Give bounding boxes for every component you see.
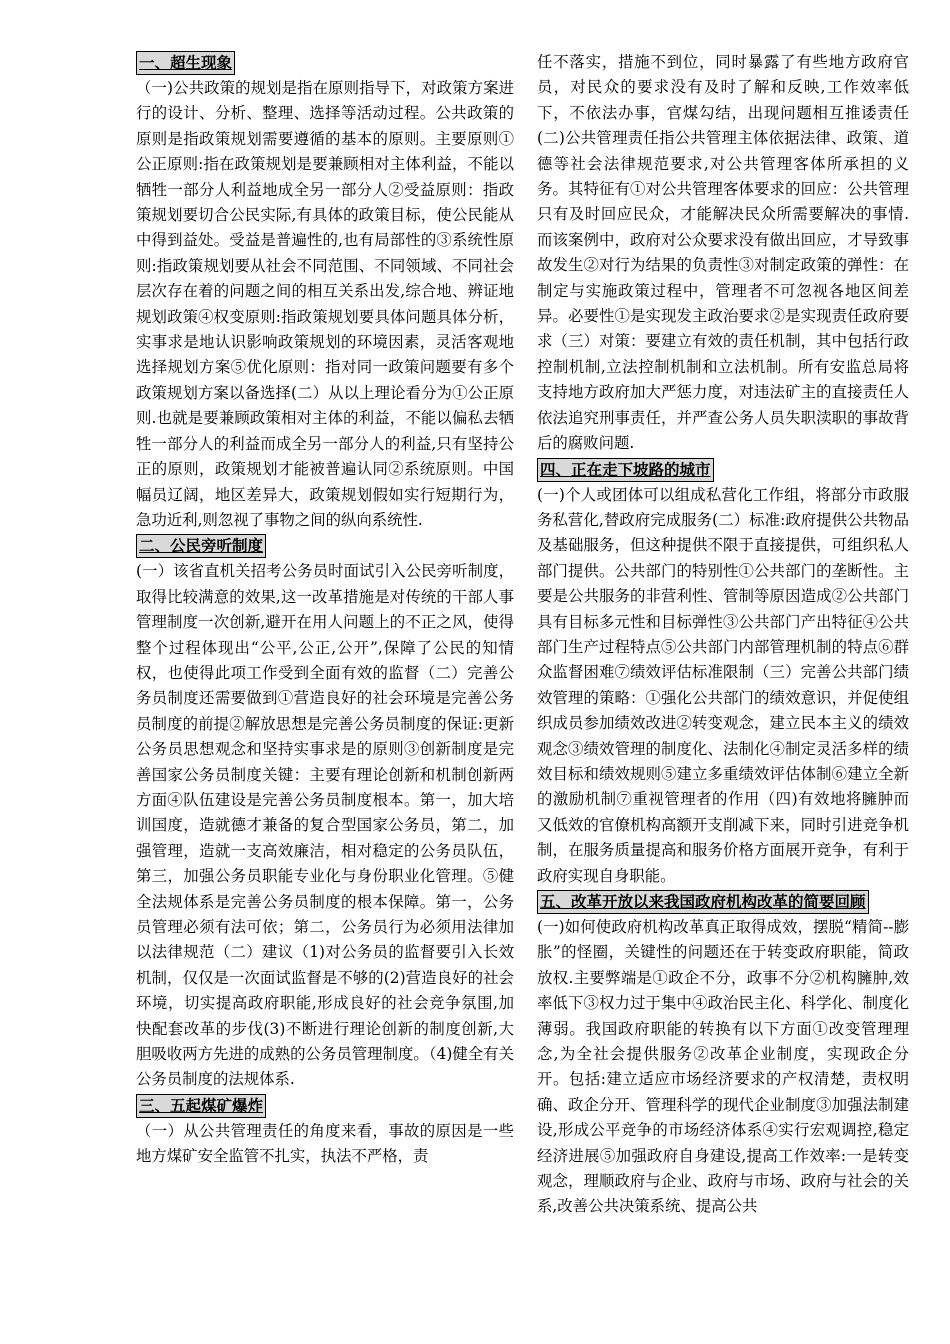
section-heading: 一、超生现象 — [136, 51, 235, 75]
section-body: (一)如何使政府机构改革真正取得成效，摆脱“精简--膨胀”的怪圈，关键性的问题还在于转变政府职能，简政放权.主要弊端是①政企不分，政事不分②机构臃肿,效率低下③权力过于集中④政治民主化、科学化、制度化薄弱。我国政府职能的转换有以下方面①改变管理理念,为全社会提供服务②改革企业制度，实现政企分开。包括:建立适应市场经济要求的产权清楚，责权明确、政企分开、管理科学的现代企业制度③加强法制建设,形成公平竞争的市场经济体系④实行宏观调控,稳定经济进展⑤加强政府自身建设,提高工作效率:一是转变观念，理顺政府与企业、政府与市场、政府与社会的关系,改善公共决策系统、提高公共 — [537, 918, 909, 1216]
section-heading: 五、改革开放以来我国政府机构改革的简要回顾 — [537, 890, 869, 914]
section-government-reform — [537, 889, 909, 1220]
section-heading: 三、五起煤矿爆炸 — [136, 1094, 266, 1118]
section-coal-mine-continued — [537, 50, 909, 457]
section-citizen-audit — [136, 533, 514, 1093]
section-heading: 四、正在走下坡路的城市 — [537, 458, 714, 482]
section-declining-city — [537, 457, 909, 890]
section-body: (一）该省直机关招考公务员时面试引入公民旁听制度，取得比较满意的效果,这一改革措施是对传统的干部人事管理制度一次创新,避开在用人问题上的不正之风，使得整个过程体现出“公平,公正,公开”,保障了公民的知情权，也使得此项工作受到全面有效的监督（二）完善公务员制度还需要做到①营造良好的社会环境是完善公务员制度的前提②解放思想是完善公务员制度的保证:更新公务员思想观念和坚持实事求是的原则③创新制度是完善国家公务员制度关键：主要有理论创新和机制创新两方面④队伍建设是完善公务员制度根本。第一，加大培训国度，造就德才兼备的复合型国家公务员，第二，加强管理，造就一支高效廉洁，相对稳定的公务员队伍，第三，加强公务员职能专业化与身份职业化管理。⑤健全法规体系是完善公务员制度的根本保障。第一，公务员管理必须有法可依；第二，公务员行为必须用法律加以法律规范（二）建议（1)对公务员的监督要引入长效机制，仅仅是一次面试监督是不够的(2)营造良好的社会环境，切实提高政府职能,形成良好的社会竞争氛围,加快配套改革的步伐(3)不断进行理论创新的制度创新,大胆吸收两方先进的成熟的公务员管理制度。（4)健全有关公务员制度的法规体系. — [136, 562, 514, 1089]
section-heading: 二、公民旁听制度 — [136, 534, 266, 558]
left-column — [136, 50, 514, 1170]
section-superbirth — [136, 50, 514, 533]
section-body: 任不落实，措施不到位，同时暴露了有些地方政府官员，对民众的要求没有及时了解和反映,工作效率低下，不依法办事，官煤勾结，出现问题相互推诿责任(二)公共管理责任指公共管理主体依据法律、政策、道德等社会法律规范要求,对公共管理客体所承担的义务。其特征有①对公共管理客体要求的回应：公共管理只有及时回应民众，才能解决民众所需要解决的事情.而该案例中，政府对公众要求没有做出回应，才导致事故发生②对行为结果的负责性③对制定政策的弹性：在制定与实施政策过程中，管理者不可忽视各地区间差异。必要性①是实现发主政治要求②是实现责任政府要求（三）对策：要建立有效的责任机制，其中包括行政控制机制,立法控制机制和立法机制。所有安监总局将支持地方政府加大严惩力度，对违法矿主的直接责任人依法追究刑事责任，并严查公务人员失职渎职的事故背后的腐败问题. — [537, 53, 909, 453]
section-coal-mine — [136, 1093, 514, 1170]
section-body: （一）从公共管理责任的角度来看，事故的原因是一些地方煤矿安全监管不扎实，执法不严格，责 — [136, 1121, 514, 1166]
section-body: (一)个人或团体可以组成私营化工作组，将部分市政服务私营化,替政府完成服务(二）标准:政府提供公共物品及基础服务，但这种提供不限于直接提供，可组织私人部门提供。公共部门的特别性①公共部门的垄断性。主要是公共服务的非营利性、管制等原因造成②公共部门具有目标多元性和目标弹性③公共部门产出特征④公共部门生产过程特点⑤公共部门内部管理机制的特点⑥群众监督困难⑦绩效评估标准限制（三）完善公共部门绩效管理的策略：①强化公共部门的绩效意识，并促使组织成员参加绩效改进②转变观念，建立民本主义的绩效观念③绩效管理的制度化、法制化④制定灵活多样的绩效目标和绩效规则⑤建立多重绩效评估体制⑥建立全新的激励机制⑦重视管理者的作用（四)有效地将臃肿而又低效的官僚机构高额开支削减下来，同时引进竞争机制，在服务质量提高和服务价格方面展开竞争，有利于政府实现自身职能。 — [537, 485, 909, 885]
section-body: （一)公共政策的规划是指在原则指导下，对政策方案进行的设计、分析、整理、选择等活动过程。公共政策的原则是指政策规划需要遵循的基本的原则。主要原则①公正原则:指在政策规划是要兼顾相对主体利益，不能以牺牲一部分人利益地成全另一部分人②受益原则：指政策规划要切合公民实际,有具体的政策目标，使公民能从中得到益处。受益是普遍性的,也有局部性的③系统性原则:指政策规划要从社会不同范围、不同领域、不同社会层次存在着的问题之间的相互关系出发,综合地、辨证地规划政策④权变原则:指政策规划要具体问题具体分析，实事求是地认识影响政策规划的环境因素，灵活客观地选择规划方案⑤优化原则：指对同一政策问题要有多个政策规划方案以备选择(二）从以上理论看分为①公正原则.也就是要兼顾政策相对主体的利益，不能以偏私去牺牲一部分人的利益而成全另一部分人的利益,只有坚持公正的原则，政策规划才能被普遍认同②系统原则。中国幅员辽阔，地区差异大，政策规划假如实行短期行为，急功近利,则忽视了事物之间的纵向系统性. — [136, 79, 514, 529]
right-column — [537, 50, 909, 1220]
